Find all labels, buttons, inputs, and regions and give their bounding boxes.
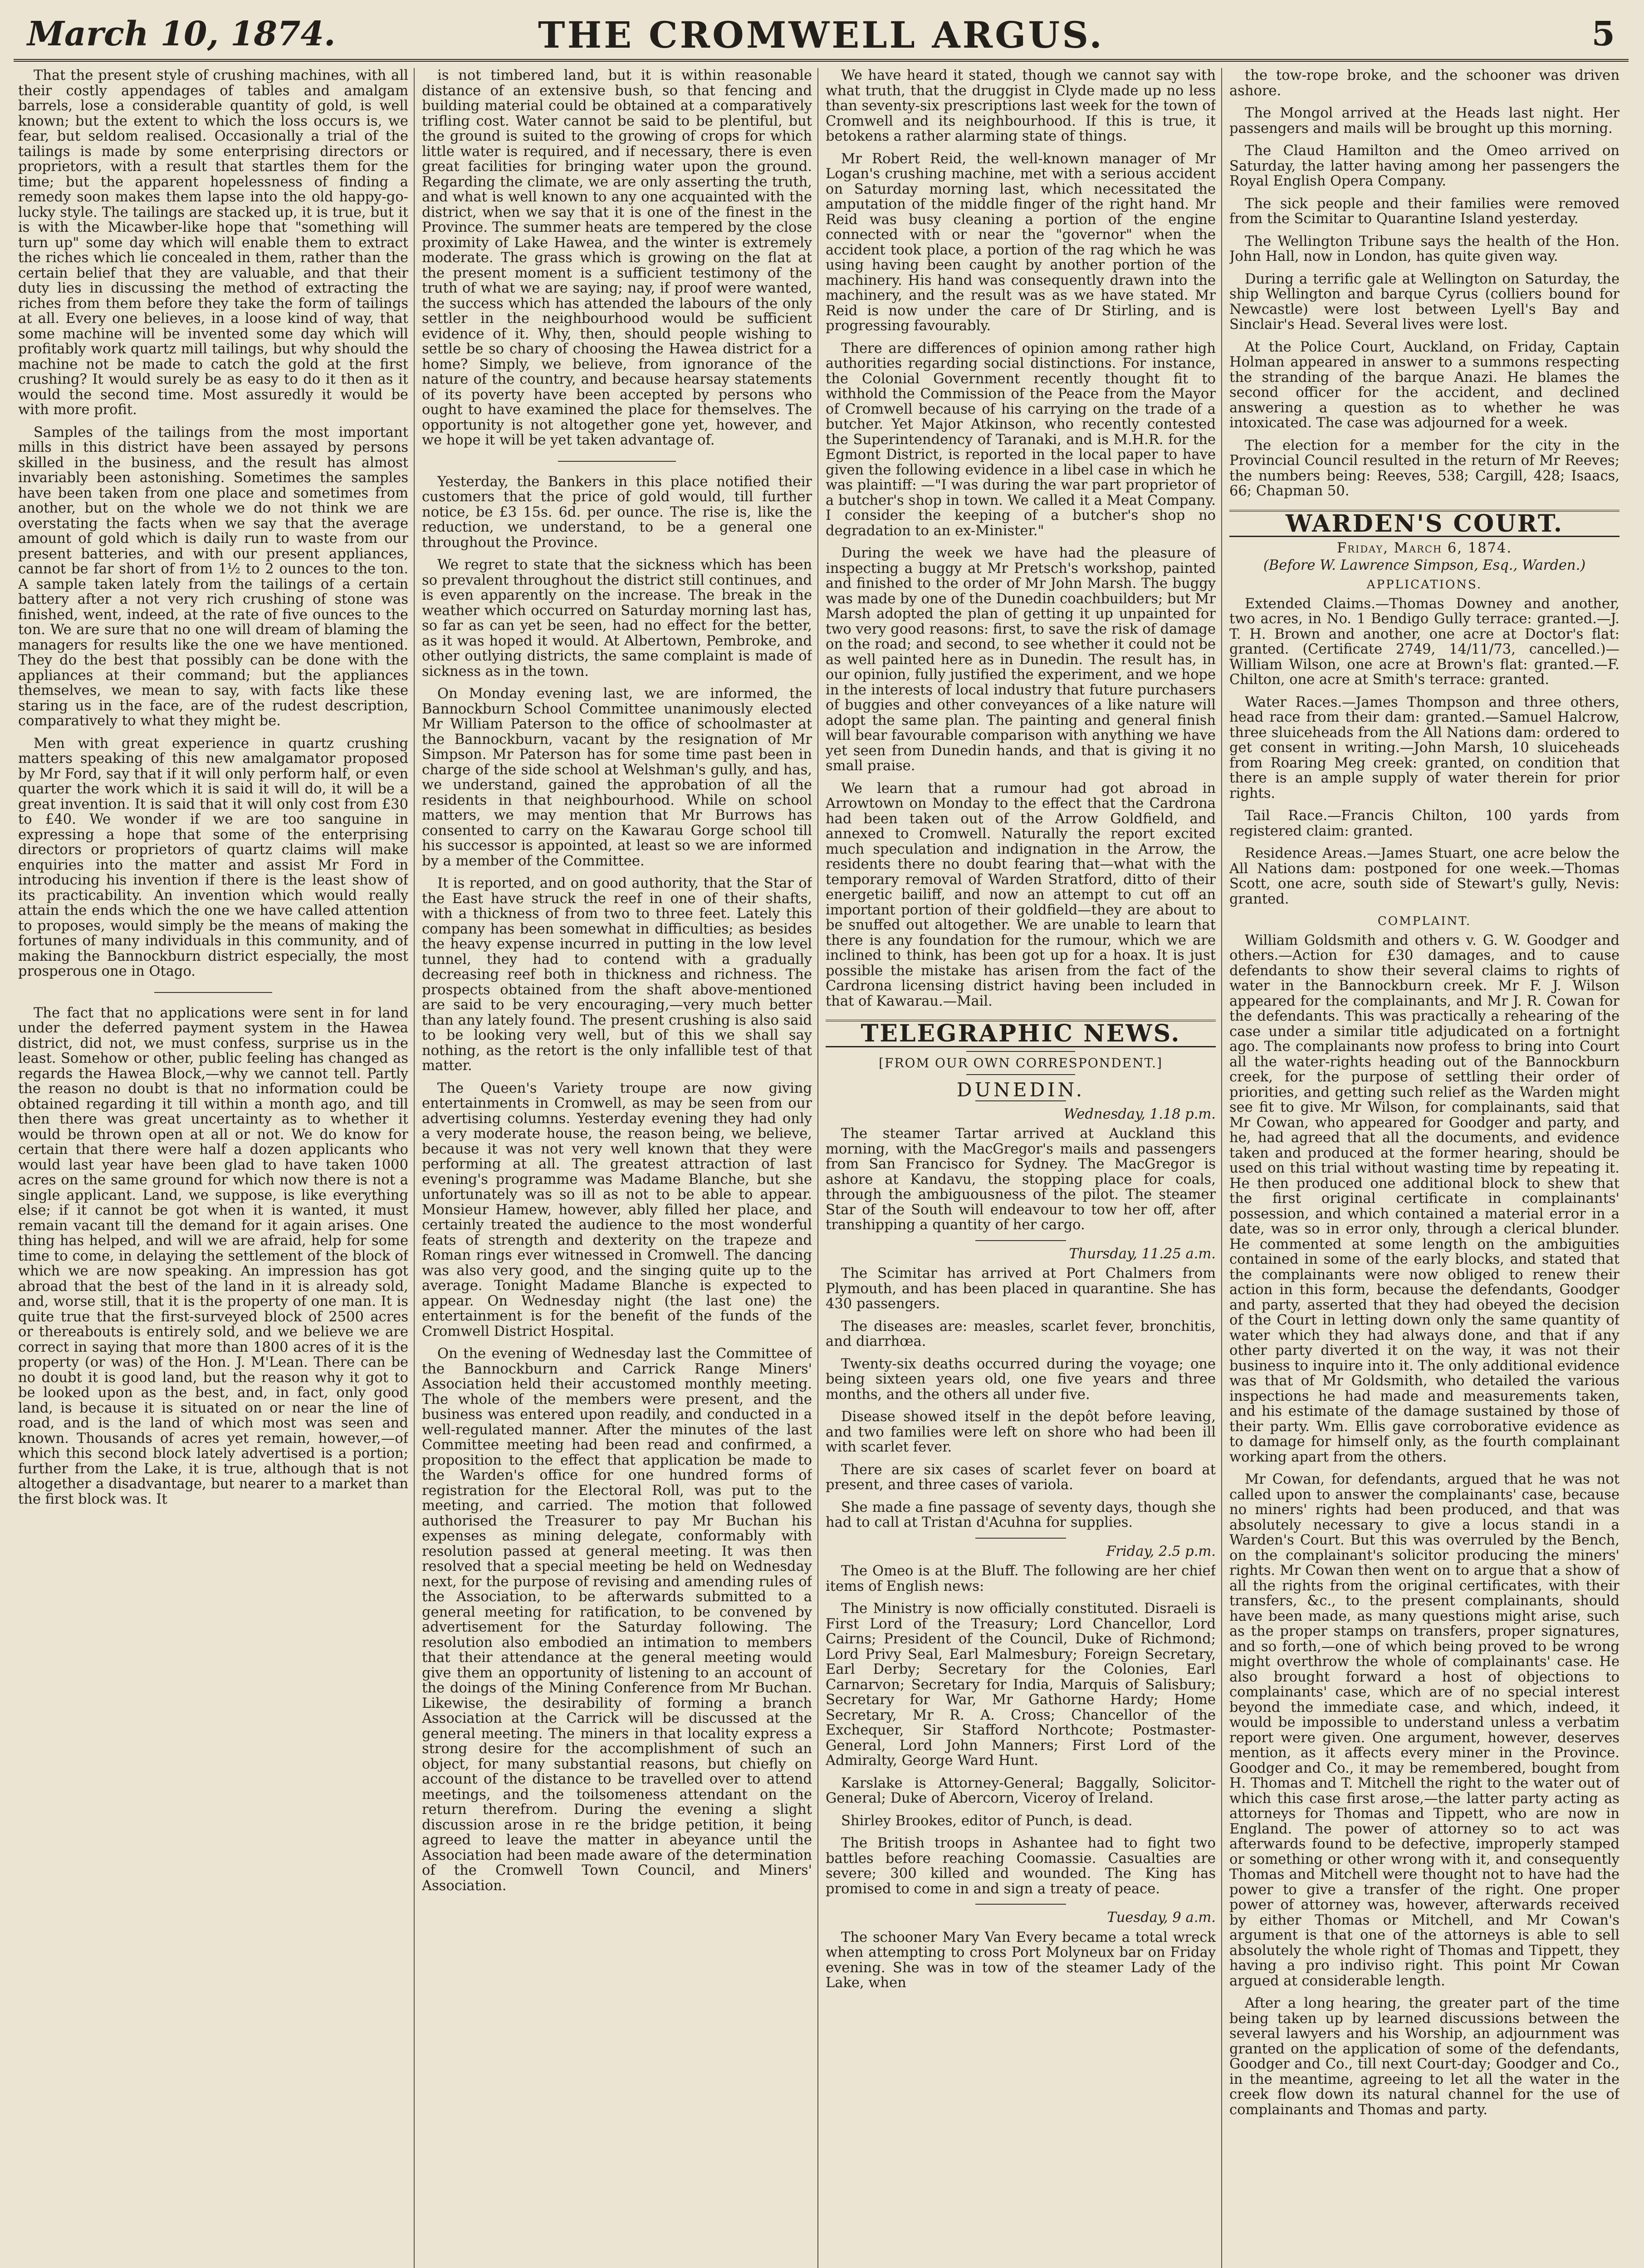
article-paragraph: We have heard it stated, though we cannot say with what truth, that the druggist in Clyde made up no less than seventy-six prescriptions last week for the town of Cromwell and its neighbourhood. If this is true, it betokens a rather alarming state of things. bbox=[826, 68, 1216, 144]
court-paragraph: William Goldsmith and others v. G. W. Goodger and others.—Action for £30 damages, and to cause defendants to show their several claims to rights of water in the Bannockburn creek. Mr F. J. Wilson appeared for the complainants, and Mr J. R. Cowan for the defendants. This was practically a rehearing of the case under a similar title adjudicated on a fortnight ago. The complainants now profess to bring into Court all the water-rights heading out of the Bannockburn creek, for the purpose of settling their order of priorities, and getting such relief as the Warden might see fit to give. Mr Wilson, for complainants, said that Mr Cowan, who appeared for Goodger and party, and he, had agreed that all the documents, and evidence taken and produced at the former hearing, should be used on this trial without wasting time by repeating it. He then produced one additional block to shew that the first original certificate in complainants' possession, and which contained a material error in a date, was so in error only, through a clerical blunder. He commented at some length on the ambiguities contained in some of the early blocks, and stated that the complainants were now obliged to renew their action in this form, because the defendants, Goodger and party, asserted that they had obeyed the decision of the Court in letting down only the same quantity of water which they had always done, and that if any other party diverted it on the way, it was not their business to inquire into it. The only additional evidence was that of Mr Goldsmith, who detailed the various inspections he had made and measurements taken, and his estimate of the damage sustained by those of their party. Wm. Ellis gave corroborative evidence as to damage for himself only, as the fourth complainant working apart from the others. bbox=[1229, 932, 1620, 1465]
news-paragraph: The election for a member for the city in the Provincial Council resulted in the return of Mr Reeves; the numbers being: Reeves, 538; Cargill, 428; Isaacs, 66; Chapman 50. bbox=[1229, 437, 1620, 499]
news-paragraph: The Omeo is at the Bluff. The following are her chief items of English news: bbox=[826, 1563, 1216, 1594]
news-paragraph: Disease showed itself in the depôt before leaving, and two families were left on shore who had been ill with scarlet fever. bbox=[826, 1409, 1216, 1455]
column-1 bbox=[18, 68, 408, 2268]
article-paragraph: Samples of the tailings from the most important mills in this district have been assayed by persons skilled in the business, and the result has almost invariably been astonishing. Sometimes the samples have been taken from one place and sometimes from another, but on the whole we do not think we are overstating the facts when we say that the average amount of gold which is daily run to waste from our present batteries, and with our present appliances, cannot be far short of from 1½ to 2 ounces to the ton. A sample taken lately from the tailings of a certain battery after a not very rich crushing of stone was finished, went, indeed, at the rate of five ounces to the ton. We are sure that no one will dream of blaming the managers for results like the one we have mentioned. They do the best that possibly can be done with the appliances at their command; but the appliances themselves, we mean to say, with facts like these staring us in the face, are of the rudest description, comparatively to what they might be. bbox=[18, 424, 408, 729]
court-paragraph: Extended Claims.—Thomas Downey and another, two acres, in No. 1 Bendigo Gully terrace: granted.—J. T. H. Brown and another, one acre at Doctor's flat: granted. (Certificate 2749, 14/11/73, cancelled.)—William Wilson, one acre at Brown's flat: granted.—F. Chilton, one acre at Smith's terrace: granted. bbox=[1229, 596, 1620, 688]
masthead-date: March 10, 1874. bbox=[27, 15, 336, 54]
article-paragraph: There are differences of opinion among rather high authorities regarding social distinctions. For instance, the Colonial Government recently thought fit to withhold the Commission of the Peace from the Mayor of Cromwell because of his carrying on the trade of a butcher. Yet Major Atkinson, who recently contested the Superintendency of Taranaki, and is M.H.R. for the Egmont District, is reported in the local paper to have given the following evidence in a libel case in which he was plaintiff: —"I was during the war part proprietor of a butcher's shop in town. We called it a Meat Company. I consider the keeping of a butcher's shop no degradation to an ex-Minister." bbox=[826, 340, 1216, 539]
column-rule bbox=[817, 68, 818, 2268]
article-paragraph: During the week we have had the pleasure of inspecting a buggy at Mr Pretsch's workshop, painted and finished to the order of Mr John Marsh. The buggy was made by one of the Dunedin coachbuilders; but Mr Marsh adopted the plan of getting it up unpainted for two very good reasons: first, to save the risk of damage on the road; and second, to see whether it could not be as well painted here as in Dunedin. The result has, in our opinion, fully justified the experiment, and we hope in the interests of local industry that future purchasers of buggies and other conveyances of a like nature will adopt the same plan. The painting and general finish will bear favourable comparison with anything we have yet seen from Dunedin hands, and that is giving it no small praise. bbox=[826, 545, 1216, 774]
article-paragraph: On Monday evening last, we are informed, the Bannockburn School Committee unanimously elected Mr William Paterson to the office of schoolmaster at the Bannockburn, vacant by the resignation of Mr Simpson. Mr Paterson has for some time past been in charge of the side school at Welshman's gully, and has, we understand, gained the approbation of all the residents in that neighbourhood. While on school matters, we may mention that Mr Burrows has consented to carry on the Kawarau Gorge school till his successor is appointed, at least so we are informed by a member of the Committee. bbox=[422, 686, 812, 869]
court-paragraph: Water Races.—James Thompson and three others, head race from their dam: granted.—Samuel Halcrow, three sluiceheads from the All Nations dam: ordered to get consent in writing.—John Marsh, 10 sluiceheads from Roaring Meg creek: granted, on condition that there is an ample supply of water therein for prior rights. bbox=[1229, 694, 1620, 802]
article-paragraph: Yesterday, the Bankers in this place notified their customers that the price of gold would, till further notice, be £3 15s. 6d. per ounce. The rise is, like the reduction, we understand, to be a general one throughout the Province. bbox=[422, 474, 812, 551]
news-paragraph: The Mongol arrived at the Heads last night. Her passengers and mails will be brought up this morning. bbox=[1229, 105, 1620, 137]
article-paragraph: Mr Robert Reid, the well-known manager of Mr Logan's crushing machine, met with a serious accident on Saturday morning last, which necessitated the amputation of the middle finger of the right hand. Mr Reid was busy cleaning a portion of the engine connected with or near the "governor" when the accident took place, a portion of the rag which he was using having been caught by another portion of the machinery. His hand was consequently drawn into the machinery, and the result was as we have stated. Mr Reid is now under the care of Dr Stirling, and is progressing favourably. bbox=[826, 151, 1216, 334]
section-separator bbox=[154, 992, 272, 993]
news-paragraph: The sick people and their families were removed from the Scimitar to Quarantine Island yesterday. bbox=[1229, 196, 1620, 227]
article-paragraph: That the present style of crushing machines, with all their costly appendages of tables and amalgam barrels, lose a considerable quantity of gold, is well known; but the extent to which the loss occurs is, we fear, but seldom realised. Occasionally a trial of the tailings is made by some enterprising directors or proprietors, with a result that startles them for the time; but the apparent hopelessness of finding a remedy soon makes them lapse into the old happy-go-lucky style. The tailings are stacked up, it is true, but it is with the Micawber-like hope that "something will turn up" some day which will enable them to extract the riches which lie concealed in them, rather than the certain belief that they are valuable, and that their duty lies in discussing the method of extracting the riches from them before they take the form of tailings at all. Every one believes, in a loose kind of way, that some machine will be invented some day which will profitably work quartz mill tailings, but why should the machine not be made to catch the gold at the first crushing? It would surely be as easy to do it then as it would the second time. Most assuredly it would be with more profit. bbox=[18, 68, 408, 418]
court-paragraph: Tail Race.—Francis Chilton, 100 yards from registered claim: granted. bbox=[1229, 808, 1620, 839]
court-paragraph: After a long hearing, the greater part of the time being taken up by learned discussions between the several lawyers and his Worship, an adjournment was granted on the application of some of the defendants, Goodger and Co., till next Court-day; Goodger and Co., in the meantime, agreeing to let all the water in the creek flow down its natural channel for the use of complainants and Thomas and party. bbox=[1229, 1995, 1620, 2118]
court-paragraph: Mr Cowan, for defendants, argued that he was not called upon to answer the complainants' case, because no miners' rights had been produced, and that was absolutely necessary to give a locus standi in a Warden's Court. But this was overruled by the Bench, on the complainant's solicitor producing the miners' rights. Mr Cowan then went on to argue that a show of all the rights from the original certificates, with their transfers, &c., to the present complainants, should have been made, as many questions might arise, such as the proper stamps on transfers, proper signatures, and so forth,—one of which being proved to be wrong might overthrow the whole of complainants' case. He also brought forward a host of objections to complainants' case, which are of no special interest beyond the immediate case, and which, indeed, it would be impossible to understand unless a verbatim report were given. One argument, however, deserves mention, as it affects every miner in the Province. Goodger and Co., it may be remembered, bought from H. Thomas and T. Mitchell the right to the water out of which this case first arose,—the latter party acting as attorneys for Thomas and Tippett, who are now in England. The power of attorney so to act was afterwards found to be defective, improperly stamped or something or other wrong with it, and consequently Thomas and Mitchell were thought not to have had the power to give a transfer of the right. One proper power of attorney was, however, afterwards received by either Thomas or Mitchell, and Mr Cowan's argument is that one of the attorneys is able to sell absolutely the whole right of Thomas and Tippett, they having a pro indiviso right. This point Mr Cowan argued at considerable length. bbox=[1229, 1471, 1620, 1989]
wardens-court-heading: WARDEN'S COURT. bbox=[1229, 510, 1620, 538]
court-date: Friday, March 6, 1874. bbox=[1336, 540, 1512, 556]
news-paragraph: Twenty-six deaths occurred during the voyage; one being sixteen years old, one five years and three months, and the others all under five. bbox=[826, 1356, 1216, 1403]
page-number: 5 bbox=[1591, 15, 1615, 54]
news-paragraph: During a terrific gale at Wellington on Saturday, the ship Wellington and barque Cyrus (colliers bound for Newcastle) were lost between Lyell's Bay and Sinclair's Head. Several lives were lost. bbox=[1229, 271, 1620, 332]
correspondent-note: [FROM OUR OWN CORRESPONDENT.] bbox=[826, 1051, 1216, 1075]
news-paragraph: the tow-rope broke, and the schooner was driven ashore. bbox=[1229, 68, 1620, 99]
news-paragraph: The British troops in Ashantee had to fight two battles before reaching Coomassie. Casualties are severe; 300 killed and wounded. The King has promised to come in and sign a treaty of peace. bbox=[826, 1835, 1216, 1897]
news-paragraph: The Wellington Tribune says the health of the Hon. John Hall, now in London, has quite given way. bbox=[1229, 233, 1620, 264]
news-paragraph: The Ministry is now officially constituted. Disraeli is First Lord of the Treasury; Lord Chancellor, Lord Cairns; President of the Council, Duke of Richmond; Lord Privy Seal, Earl Malmesbury; Foreign Secretary, Earl Derby; Secretary for the Colonies, Earl Carnarvon; Secretary for India, Marquis of Salisbury; Secretary for War, Mr Gathorne Hardy; Home Secretary, Mr R. A. Cross; Chancellor of the Exchequer, Sir Stafford Northcote; Postmaster-General, Lord John Manners; First Lord of the Admiralty, George Ward Hunt. bbox=[826, 1601, 1216, 1769]
column-rule bbox=[1221, 68, 1222, 2268]
city-heading: DUNEDIN. bbox=[956, 1079, 1085, 1101]
dateline: Wednesday, 1.18 p.m. bbox=[826, 1100, 1216, 1122]
news-paragraph: There are six cases of scarlet fever on board at present, and three cases of variola. bbox=[826, 1461, 1216, 1493]
news-paragraph: The schooner Mary Van Every became a total wreck when attempting to cross Port Molyneux bar on Friday evening. She was in tow of the steamer Lady of the Lake, when bbox=[826, 1929, 1216, 1991]
news-paragraph: Shirley Brookes, editor of Punch, is dead. bbox=[841, 1813, 1133, 1829]
article-paragraph: The fact that no applications were sent in for land under the deferred payment system in the Hawea district, did not, we must confess, surprise us in the least. Somehow or other, public feeling has changed as regards the Hawea Block,—why we cannot tell. Partly the reason no doubt is that no information could be obtained regarding it till within a month ago, and till then there was great uncertainty as to whether it would be thrown open at all or not. We do know for certain that there were half a dozen applicants who would last year have been glad to have taken 1000 acres on the same ground for which now there is not a single applicant. Land, we suppose, is like everything else; if it cannot be got when it is wanted, it must remain vacant till the demand for it again arises. One thing has helped, and will we are afraid, help for some time to come, in delaying the settlement of the block of which we are now speaking. An impression has got abroad that the best of the land in it is already sold, and, worse still, that it is the property of one man. It is quite true that the first-surveyed block of 2500 acres or thereabouts is entirely sold, and we believe we are correct in saying that more than 1800 acres of it is the property (or was) of the Hon. J. M'Lean. There can be no doubt it is good land, but the reason why it got to be looked upon as the best, and, in fact, only good land, is because it is situated on or near the line of road, and is the land of which most was seen and known. Thousands of acres yet remain, however,—of which this second block lately advertised is a portion; further from the Lake, it is true, although that is not altogether a disadvantage, but nearer to a market than the first block was. It bbox=[18, 1005, 408, 1507]
news-paragraph: Karslake is Attorney-General; Baggally, Solicitor-General; Duke of Abercorn, Viceroy of Ireland. bbox=[826, 1775, 1216, 1806]
article-paragraph: It is reported, and on good authority, that the Star of the East have struck the reef in one of their shafts, with a thickness of from two to three feet. Lately this company has been somewhat in difficulties; as besides the heavy expense incurred in putting in the low level tunnel, they had to contend with a gradually decreasing reef both in thickness and richness. The prospects obtained from the shaft above-mentioned are said to be very encouraging,—very much better than any lately found. The present crushing is also said to be looking very well, but of this we shall say nothing, as the retort is the only infallible test of that matter. bbox=[422, 875, 812, 1074]
article-paragraph: Men with great experience in quartz crushing matters speaking of this new amalgamator proposed by Mr Ford, say that if it will only perform half, or even quarter the work which it is said it will do, it will be a great invention. It is said that it will only cost from £30 to £40. We wonder if we are too sanguine in expressing a hope that some of the enterprising directors or proprietors of quartz claims will make enquiries into the matter and assist Mr Ford in introducing his invention if there is the least show of its practicability. An invention which would really attain the ends which the one we have called attention to proposes, would simply be the means of making the fortunes of many individuals in this community, and of making the Bannockburn district especially, the most prosperous one in Otago. bbox=[18, 735, 408, 979]
article-paragraph: is not timbered land, but it is within reasonable distance of an extensive bush, so that fencing and building material could be obtained at a comparatively trifling cost. Water cannot be said to be plentiful, but the ground is suited to the growing of crops for which little water is required, and if necessary, there is even great facilities for bringing water upon the ground. Regarding the climate, we are only asserting the truth, and what is well known to any one acquainted with the district, when we say that it is one of the finest in the Province. The summer heats are tempered by the close proximity of Lake Hawea, and the winter is extremely moderate. The grass which is growing on the flat at the present moment is a sufficient testimony of the truth of what we are saying; nay, if proof were wanted, the success which has attended the labours of the only settler in the neighbourhood would be sufficient evidence of it. Why, then, should people wishing to settle be so chary of choosing the Hawea district for a home? Simply, we believe, from ignorance of the nature of the country, and because hearsay statements of its poverty have been accepted by persons who ought to have examined the place for themselves. The opportunity is not altogether gone yet, however, and we hope it will be yet taken advantage of. bbox=[422, 68, 812, 448]
news-paragraph: She made a fine passage of seventy days, though she had to call at Tristan d'Acuhna for supplies. bbox=[826, 1499, 1216, 1530]
dateline: Thursday, 11.25 a.m. bbox=[826, 1240, 1216, 1262]
news-paragraph: The steamer Tartar arrived at Auckland this morning, with the MacGregor's mails and passengers from San Francisco for Sydney. The MacGregor is ashore at Kandavu, the stopping place for coals, through the ambiguousness of the pilot. The steamer Star of the South will endeavour to tow her off, after transhipping a quantity of her cargo. bbox=[826, 1126, 1216, 1233]
masthead-title: THE CROMWELL ARGUS. bbox=[538, 14, 1104, 56]
court-presiding: (Before W. Lawrence Simpson, Esq., Warden.) bbox=[1263, 557, 1586, 573]
news-paragraph: The Claud Hamilton and the Omeo arrived on Saturday, the latter having among her passengers the Royal English Opera Company. bbox=[1229, 143, 1620, 189]
news-paragraph: The diseases are: measles, scarlet fever, bronchitis, and diarrhœa. bbox=[826, 1318, 1216, 1349]
telegraphic-news-heading: TELEGRAPHIC NEWS. bbox=[826, 1020, 1216, 1047]
complaint-heading: COMPLAINT. bbox=[1377, 914, 1472, 928]
applications-heading: APPLICATIONS. bbox=[1366, 578, 1483, 591]
article-paragraph: We learn that a rumour had got abroad in Arrowtown on Monday to the effect that the Cardrona had been taken out of the Arrow Goldfield, and annexed to Cromwell. Naturally the report excited much speculation and indignation in the Arrow, the residents there no doubt fearing that—what with the temporary removal of Warden Stratford, ditto of their energetic bailiff, and now an attempt to cut off an important portion of their goldfield—they are about to be snuffed out altogether. We are unable to learn that there is any foundation for the rumour, which we are inclined to think, has been got up for a hoax. It is just possible the mistake has arisen from the fact of the Cardrona licensing district having been included in that of Kawarau.—Mail. bbox=[826, 780, 1216, 1009]
dateline: Friday, 2.5 p.m. bbox=[826, 1538, 1216, 1559]
column-3 bbox=[826, 68, 1216, 2268]
article-paragraph: On the evening of Wednesday last the Committee of the Bannockburn and Carrick Range Miners' Association held their accustomed monthly meeting. The whole of the members were present, and the business was entered upon readily, and conducted in a well-regulated manner. After the minutes of the last Committee meeting had been read and confirmed, a proposition to the effect that application be made to the Warden's office for one hundred forms of registration for the Electoral Roll, was put to the meeting, and carried. The motion that followed authorised the Treasurer to pay Mr Buchan his expenses as mining delegate, conformably with resolution passed at general meeting. It was then resolved that a special meeting be held on Wednesday next, for the purpose of revising and amending rules of the Association, to be afterwards submitted to a general meeting for ratification, to be convened by advertisement for the Saturday following. The resolution also embodied an intimation to members that their attendance at the general meeting would give them an opportunity of listening to an account of the doings of the Mining Conference from Mr Buchan. Likewise, the desirability of forming a branch Association at the Carrick will be discussed at the general meeting. The miners in that locality express a strong desire for the accomplishment of such an object, for many substantial reasons, but chiefly on account of the distance to be travelled over to attend meetings, and the toilsomeness attendant on the return therefrom. During the evening a slight discussion arose in re the bridge petition, it being agreed to leave the matter in abeyance until the Association had been made aware of the determination of the Cromwell Town Council, and Miners' Association. bbox=[422, 1346, 812, 1894]
dateline: Tuesday, 9 a.m. bbox=[826, 1904, 1216, 1926]
news-paragraph: At the Police Court, Auckland, on Friday, Captain Holman appeared in answer to a summons respecting the stranding of the barque Anazi. He blames the second officer for the accident, and declined answering a question as to whether he was intoxicated. The case was adjourned for a week. bbox=[1229, 339, 1620, 431]
column-4 bbox=[1229, 68, 1620, 2268]
masthead bbox=[14, 9, 1629, 62]
article-paragraph: The Queen's Variety troupe are now giving entertainments in Cromwell, as may be seen from our advertising columns. Yesterday evening they had only a very moderate house, the reason being, we believe, because it was not very well known that they were performing at all. The greatest attraction of last evening's programme was Madame Blanche, but she unfortunately was so ill as not to be able to appear. Monsieur Hamew, however, ably filled her place, and certainly treated the audience to the most wonderful feats of strength and dexterity on the trapeze and Roman rings ever witnessed in Cromwell. The dancing was also very good, and the singing quite up to the average. Tonight Madame Blanche is expected to appear. On Wednesday night (the last one) the entertainment is for the benefit of the funds of the Cromwell District Hospital. bbox=[422, 1080, 812, 1339]
section-separator bbox=[558, 461, 676, 462]
court-paragraph: Residence Areas.—James Stuart, one acre below the All Nations dam: postponed for one week.—Thomas Scott, one acre, south side of Stewart's gully, Nevis: granted. bbox=[1229, 846, 1620, 907]
column-rule bbox=[414, 68, 415, 2268]
article-paragraph: We regret to state that the sickness which has been so prevalent throughout the district still continues, and is even apparently on the increase. The break in the weather which occurred on Saturday morning last has, so far as can yet be seen, had no effect for the better, as it was hoped it would. At Albertown, Pembroke, and other outlying districts, the same complaint is made of sickness as in the town. bbox=[422, 557, 812, 679]
news-paragraph: The Scimitar has arrived at Port Chalmers from Plymouth, and has been placed in quarantine. She has 430 passengers. bbox=[826, 1266, 1216, 1312]
column-2 bbox=[422, 68, 812, 2268]
